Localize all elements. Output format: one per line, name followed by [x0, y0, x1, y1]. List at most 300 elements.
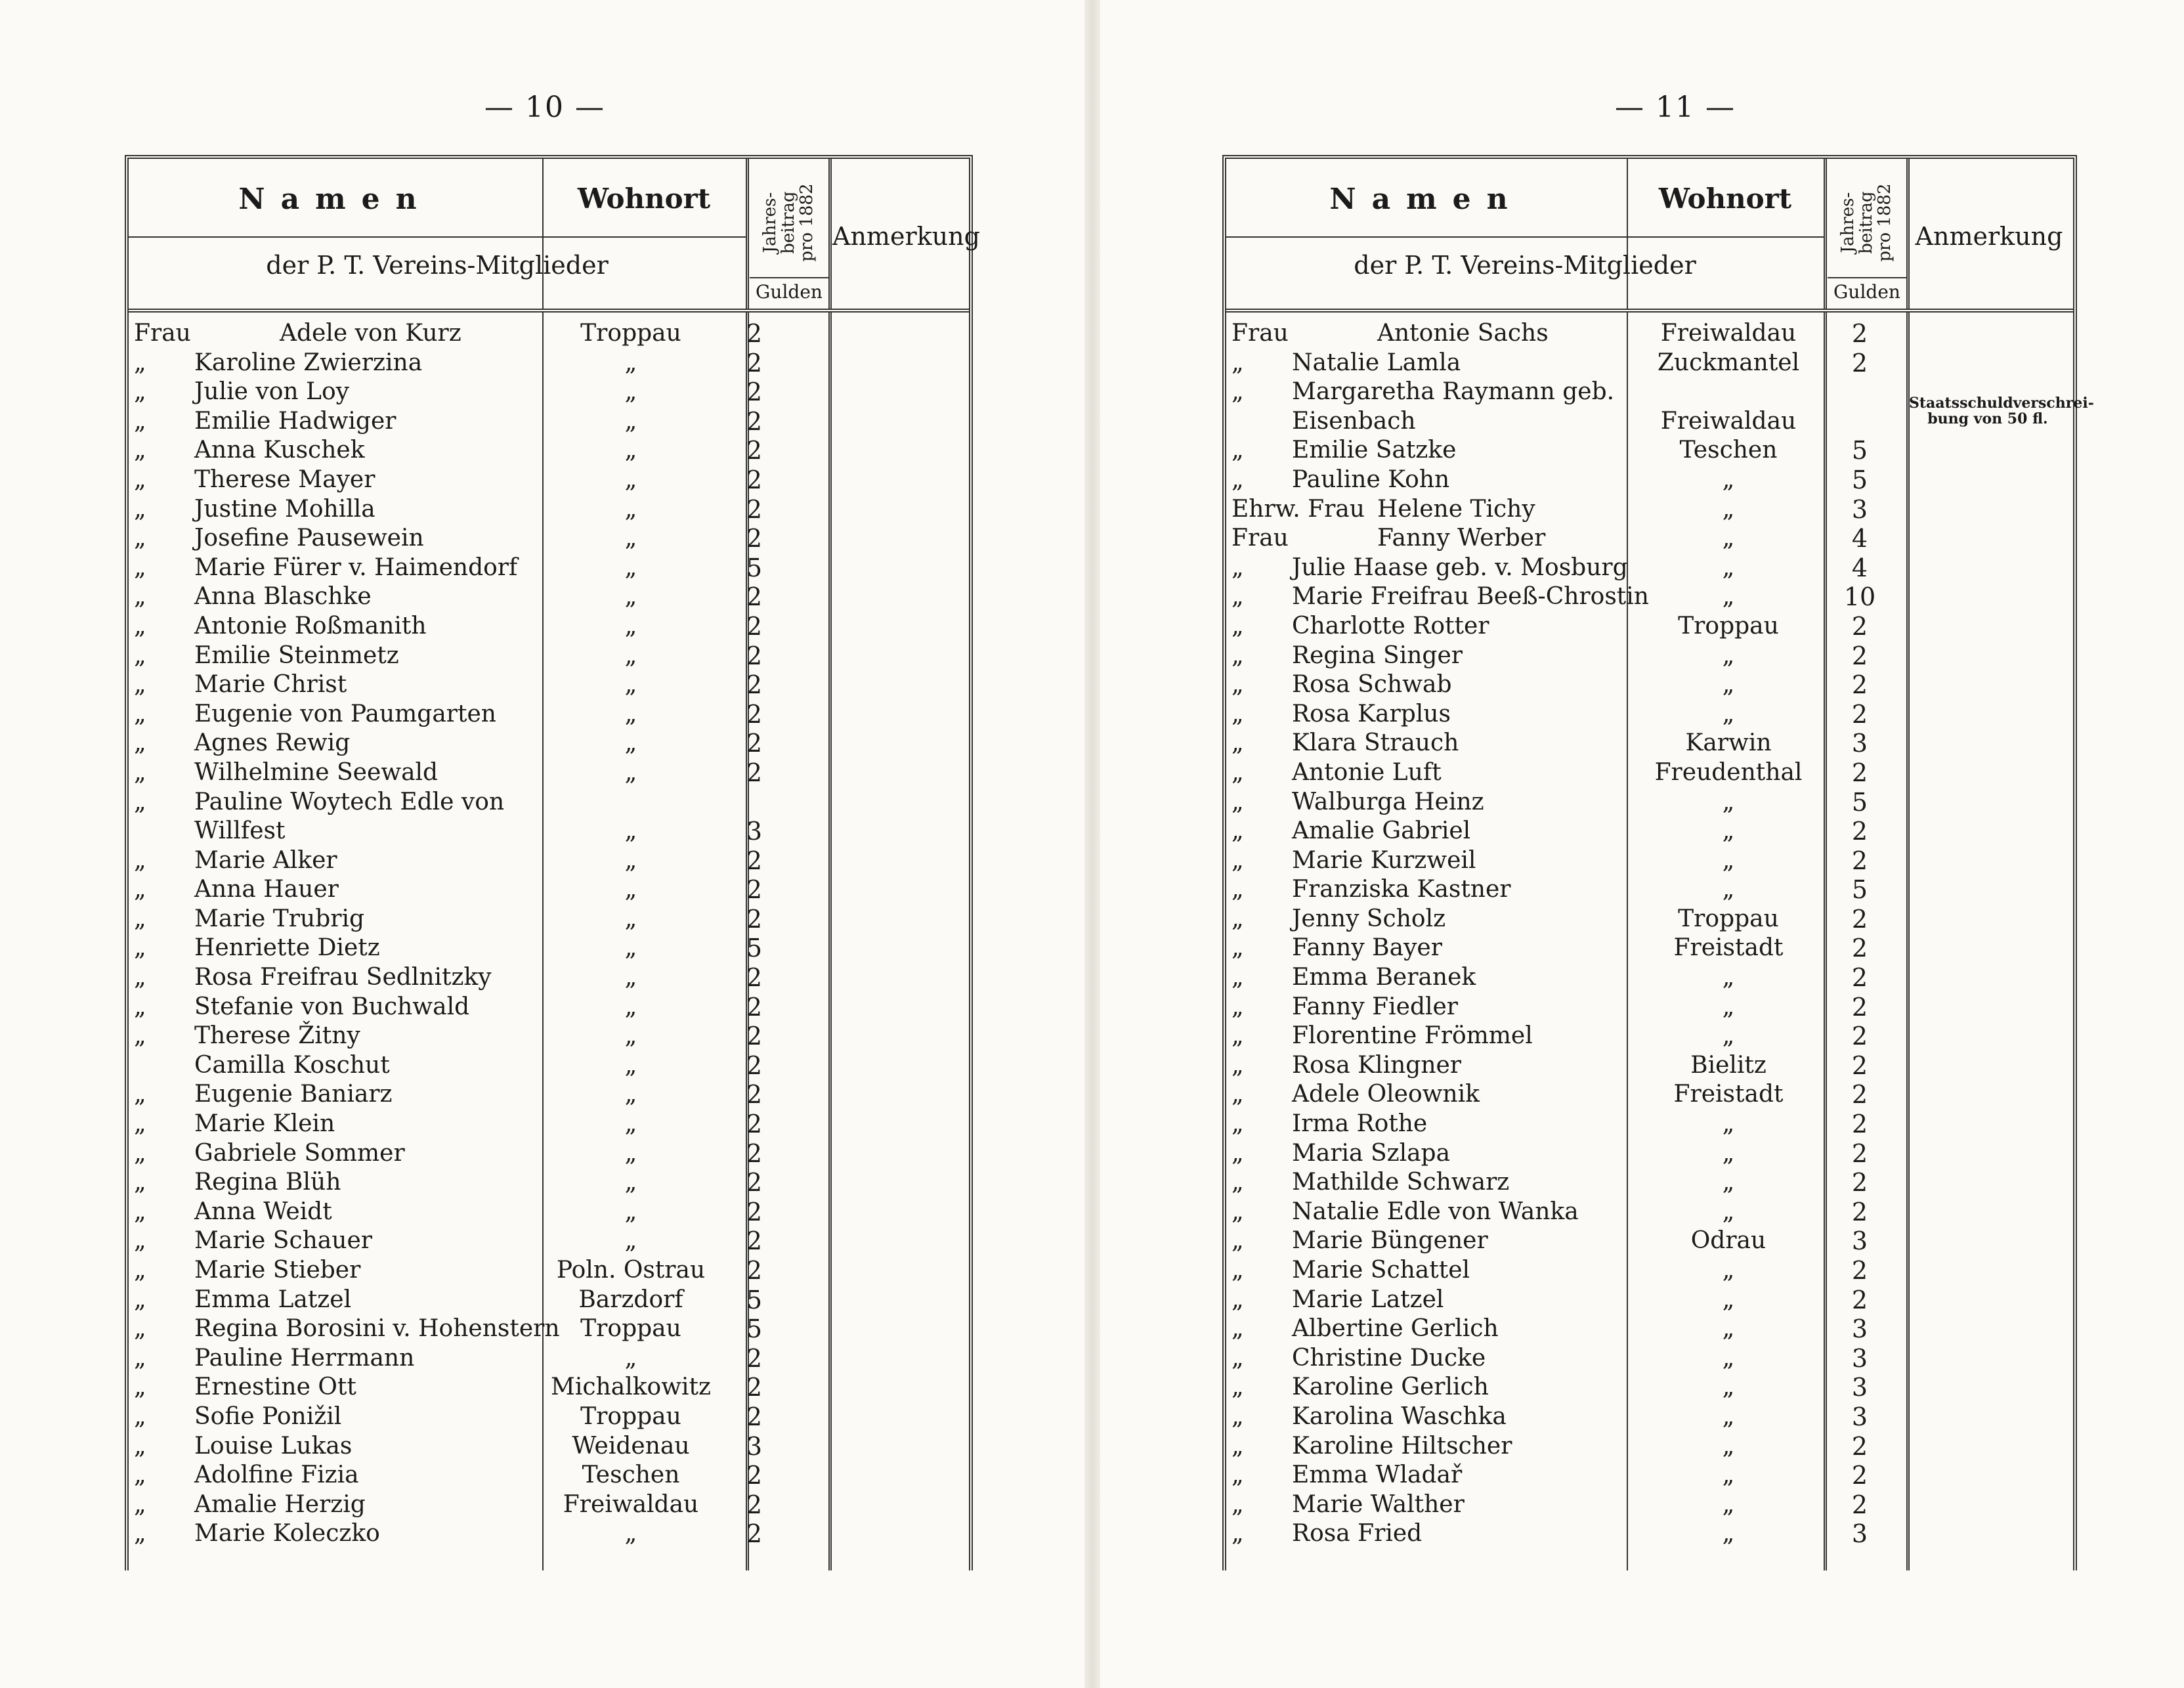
row-prefix: „	[134, 612, 146, 639]
member-contribution: 2	[1851, 670, 1868, 700]
member-residence: „	[624, 729, 637, 757]
member-name: Amalie Herzig	[194, 1490, 366, 1518]
member-contribution: 2	[746, 992, 763, 1022]
member-residence: „	[624, 1198, 637, 1225]
row-prefix: „	[1231, 465, 1244, 493]
row-prefix: Frau	[1231, 320, 1289, 347]
member-residence: „	[1722, 788, 1735, 815]
row-prefix: Ehrw. Frau	[1231, 495, 1365, 523]
header-jahresbeitrag: Jahres- beitrag pro 1882	[1838, 183, 1895, 262]
member-contribution: 3	[1851, 1314, 1868, 1344]
row-prefix: „	[134, 700, 146, 727]
member-residence: „	[1722, 1461, 1735, 1489]
member-contribution: 2	[1851, 1431, 1868, 1461]
member-contribution: 2	[746, 582, 763, 612]
table-row	[1226, 1490, 2073, 1520]
member-name: Antonie Luft	[1292, 758, 1442, 786]
member-contribution: 3	[1851, 1343, 1868, 1373]
member-residence: „	[624, 465, 637, 493]
member-residence: „	[1722, 1198, 1735, 1225]
member-contribution: 5	[746, 1314, 763, 1344]
table-row	[129, 1168, 969, 1198]
member-name: Anna Blaschke	[194, 583, 372, 611]
row-prefix: „	[1231, 934, 1244, 962]
row-prefix: „	[134, 934, 146, 962]
row-prefix: „	[134, 1520, 146, 1547]
row-prefix: „	[1231, 993, 1244, 1020]
member-residence: „	[624, 1022, 637, 1050]
member-residence: „	[1722, 1022, 1735, 1050]
member-residence: „	[624, 905, 637, 932]
row-prefix: „	[1231, 1374, 1244, 1401]
table-row	[1226, 1286, 2073, 1315]
member-residence: „	[1722, 1286, 1735, 1313]
table-row	[1226, 934, 2073, 963]
member-residence: „	[1722, 1520, 1735, 1547]
member-residence: „	[1722, 553, 1735, 581]
table-row	[129, 582, 969, 612]
member-contribution: 2	[1851, 963, 1868, 993]
row-prefix: „	[134, 1315, 146, 1343]
member-residence: Troppau	[1678, 905, 1779, 932]
member-contribution: 2	[746, 875, 763, 905]
row-prefix: „	[1231, 1022, 1244, 1050]
member-residence: „	[624, 700, 637, 727]
member-residence: Freistadt	[1673, 934, 1784, 962]
table-row	[1226, 1226, 2073, 1256]
table-row	[1226, 1051, 2073, 1081]
member-name: Emilie Satzke	[1292, 437, 1457, 464]
member-residence: „	[624, 495, 637, 523]
member-residence: „	[1722, 1257, 1735, 1284]
row-prefix: Frau	[134, 320, 191, 347]
table-row	[1226, 1373, 2073, 1402]
member-name: Regina Borosini v. Hohenstern	[194, 1315, 560, 1343]
row-prefix: „	[1231, 758, 1244, 786]
row-prefix: „	[1231, 1490, 1244, 1518]
row-prefix: „	[134, 729, 146, 757]
member-name: Therese Mayer	[194, 465, 375, 493]
row-prefix: „	[134, 437, 146, 464]
member-name: Karoline Gerlich	[1292, 1374, 1489, 1401]
table-row	[1226, 1314, 2073, 1344]
table-row	[1226, 319, 2073, 349]
member-table	[125, 155, 980, 1570]
member-contribution: 2	[746, 611, 763, 641]
member-residence: „	[624, 817, 637, 845]
row-prefix: „	[134, 1490, 146, 1518]
member-residence: „	[624, 641, 637, 669]
member-residence: „	[1722, 1139, 1735, 1167]
member-residence: Zuckmantel	[1657, 349, 1800, 376]
member-contribution: 2	[1851, 992, 1868, 1022]
member-residence: Teschen	[582, 1461, 680, 1489]
member-contribution: 2	[746, 1050, 763, 1080]
member-contribution: 2	[1851, 699, 1868, 729]
table-row	[1226, 524, 2073, 553]
member-residence: „	[1722, 1432, 1735, 1460]
member-name: Justine Mohilla	[194, 495, 375, 523]
row-prefix: „	[1231, 553, 1244, 581]
member-name: Henriette Dietz	[194, 934, 380, 962]
table-row	[1226, 758, 2073, 788]
row-prefix: „	[134, 553, 146, 581]
member-name: Albertine Gerlich	[1292, 1315, 1499, 1343]
row-prefix: „	[134, 1139, 146, 1167]
member-contribution: 2	[746, 348, 763, 378]
page-left	[0, 0, 1084, 1688]
member-name: Julie von Loy	[194, 378, 349, 406]
member-contribution: 2	[1851, 1256, 1868, 1285]
member-contribution: 5	[746, 1285, 763, 1314]
member-residence: „	[624, 1110, 637, 1138]
member-residence: „	[624, 758, 637, 786]
table-row	[1226, 993, 2073, 1022]
member-residence: „	[624, 846, 637, 874]
table-row	[129, 905, 969, 934]
table-row	[1226, 582, 2073, 612]
member-residence: „	[624, 1139, 637, 1167]
row-prefix: „	[134, 1198, 146, 1225]
member-name: Eugenie Baniarz	[194, 1081, 393, 1108]
member-contribution: 2	[746, 641, 763, 670]
member-contribution: 2	[1851, 1022, 1868, 1051]
member-name: Fanny Werber	[1377, 525, 1546, 552]
member-residence: „	[624, 964, 637, 991]
member-contribution: 2	[746, 904, 763, 934]
header-mitglieder: der P. T. Vereins-Mitglieder	[266, 251, 609, 280]
member-contribution: 2	[746, 1080, 763, 1110]
member-name: Therese Žitny	[194, 1022, 360, 1050]
member-name: Florentine Frömmel	[1292, 1022, 1533, 1050]
member-contribution: 5	[746, 934, 763, 963]
table-row	[129, 1080, 969, 1110]
member-name: Pauline Woytech Edle von	[194, 788, 505, 815]
member-name: Rosa Schwab	[1292, 671, 1452, 699]
row-prefix: „	[1231, 700, 1244, 727]
member-residence: „	[624, 993, 637, 1020]
row-prefix: „	[134, 1432, 146, 1460]
member-residence: „	[1722, 993, 1735, 1020]
row-prefix: „	[1231, 817, 1244, 845]
member-name: Louise Lukas	[194, 1432, 353, 1460]
row-prefix: „	[1231, 846, 1244, 874]
row-prefix: „	[134, 1286, 146, 1313]
member-name: Anna Weidt	[194, 1198, 332, 1225]
table-row	[1226, 1198, 2073, 1227]
member-name: Natalie Edle von Wanka	[1292, 1198, 1579, 1225]
member-contribution: 2	[1851, 1050, 1868, 1080]
row-prefix: „	[134, 407, 146, 435]
member-contribution: 2	[746, 436, 763, 465]
member-name: Jenny Scholz	[1292, 905, 1446, 932]
member-contribution: 2	[746, 524, 763, 553]
table-row	[1226, 788, 2073, 817]
member-residence: „	[624, 378, 637, 406]
member-residence: „	[1722, 525, 1735, 552]
member-contribution: 2	[1851, 904, 1868, 934]
row-prefix: „	[1231, 1110, 1244, 1138]
row-prefix: „	[134, 1257, 146, 1284]
member-residence: „	[624, 1344, 637, 1372]
table-row	[1226, 1402, 2073, 1432]
header-wohnort: Wohnort	[577, 183, 711, 215]
member-contribution: 3	[1851, 1226, 1868, 1256]
member-name: Karoline Hiltscher	[1292, 1432, 1512, 1460]
table-row	[1226, 905, 2073, 934]
member-contribution: 2	[746, 319, 763, 348]
member-name: Marie Alker	[194, 846, 337, 874]
table-row	[129, 641, 969, 671]
member-residence: „	[624, 1227, 637, 1255]
row-prefix: „	[1231, 437, 1244, 464]
member-contribution: 2	[746, 1110, 763, 1139]
table-row	[1226, 1432, 2073, 1461]
member-contribution: 3	[1851, 1402, 1868, 1431]
table-row	[129, 1198, 969, 1227]
table-row	[129, 524, 969, 553]
table-row	[129, 1286, 969, 1315]
member-residence: „	[624, 437, 637, 464]
member-name: Klara Strauch	[1292, 729, 1459, 757]
member-residence: „	[624, 934, 637, 962]
member-table	[1222, 155, 2094, 1570]
member-residence: Freudenthal	[1654, 758, 1803, 786]
member-name: Marie Freifrau Beeß-Chrostin	[1292, 583, 1649, 611]
member-contribution: 2	[1851, 758, 1868, 787]
row-prefix: „	[134, 876, 146, 903]
member-name: Adolfine Fizia	[194, 1461, 359, 1489]
table-row	[129, 495, 969, 525]
member-contribution: 2	[746, 729, 763, 758]
member-residence: „	[624, 1051, 637, 1079]
row-prefix: „	[1231, 1198, 1244, 1225]
member-contribution: 2	[1851, 1285, 1868, 1314]
member-residence: Bielitz	[1690, 1051, 1766, 1079]
row-prefix: „	[134, 846, 146, 874]
member-name: Franziska Kastner	[1292, 876, 1511, 903]
member-residence: Barzdorf	[578, 1286, 683, 1313]
member-contribution: 2	[746, 1138, 763, 1168]
member-contribution: 2	[746, 494, 763, 524]
table-row	[1226, 349, 2073, 378]
member-name: Josefine Pausewein	[194, 525, 424, 552]
member-contribution: 2	[746, 1519, 763, 1549]
row-prefix: „	[1231, 1520, 1244, 1547]
member-residence: „	[1722, 964, 1735, 991]
table-row	[1226, 875, 2073, 905]
member-residence: „	[1722, 817, 1735, 845]
row-prefix: „	[1231, 729, 1244, 757]
member-residence: „	[1722, 1374, 1735, 1401]
table-row	[1226, 1080, 2073, 1110]
member-name: Marie Latzel	[1292, 1286, 1444, 1313]
member-residence: „	[1722, 876, 1735, 903]
table-row	[1226, 846, 2073, 876]
table-row	[1226, 1256, 2073, 1286]
table-row	[1226, 553, 2073, 583]
member-residence: „	[1722, 583, 1735, 611]
table-row	[1226, 394, 2094, 437]
table-row	[1226, 612, 2073, 641]
book-gutter	[1084, 0, 1100, 1688]
table-row	[129, 1344, 969, 1374]
table-row	[1226, 729, 2073, 758]
member-contribution: 3	[1851, 1519, 1868, 1549]
row-prefix: „	[134, 1374, 146, 1401]
member-name: Eugenie von Paumgarten	[194, 700, 496, 727]
row-prefix: „	[134, 758, 146, 786]
member-contribution: 2	[1851, 1110, 1868, 1139]
row-prefix: „	[134, 641, 146, 669]
member-contribution: 2	[1851, 1197, 1868, 1226]
member-contribution: 4	[1851, 524, 1868, 553]
member-contribution: 2	[746, 1226, 763, 1256]
table-row	[1226, 963, 2073, 993]
header-anmerkung: Anmerkung	[832, 222, 980, 251]
table-row	[129, 758, 969, 788]
row-prefix: Frau	[1231, 525, 1289, 552]
table-row	[1226, 1110, 2073, 1139]
member-contribution: 2	[746, 406, 763, 436]
member-contribution: 3	[1851, 1373, 1868, 1402]
row-prefix: „	[1231, 378, 1244, 406]
table-row	[129, 1051, 969, 1081]
member-residence: „	[1722, 495, 1735, 523]
table-row	[129, 963, 969, 993]
member-residence: Freiwaldau	[563, 1490, 699, 1518]
row-prefix: „	[1231, 1139, 1244, 1167]
member-name: Adele von Kurz	[280, 320, 461, 347]
member-name: Marie Büngener	[1292, 1227, 1488, 1255]
member-name: Marie Stieber	[194, 1257, 361, 1284]
table-row	[129, 1110, 969, 1139]
member-contribution: 2	[746, 1256, 763, 1285]
member-name: Amalie Gabriel	[1292, 817, 1471, 845]
member-name: Marie Klein	[194, 1110, 335, 1138]
table-row	[1226, 436, 2073, 465]
member-residence: Troppau	[580, 320, 681, 347]
page-right	[1100, 0, 2184, 1688]
table-row	[129, 875, 969, 905]
member-residence: Freiwaldau	[1660, 320, 1797, 347]
row-prefix: „	[1231, 1315, 1244, 1343]
table-row	[129, 1226, 969, 1256]
member-name: Anna Kuschek	[194, 437, 365, 464]
member-name: Pauline Herrmann	[194, 1344, 415, 1372]
row-prefix: „	[1231, 1461, 1244, 1489]
member-name: Marie Schauer	[194, 1227, 372, 1255]
row-prefix: „	[1231, 1169, 1244, 1196]
member-contribution: 5	[1851, 875, 1868, 905]
member-contribution: 2	[746, 1168, 763, 1198]
member-contribution: 3	[1851, 494, 1868, 524]
member-contribution: 2	[746, 1490, 763, 1519]
member-residence: „	[1722, 1315, 1735, 1343]
member-contribution: 5	[1851, 465, 1868, 494]
member-name: Marie Christ	[194, 671, 347, 699]
member-name: Helene Tichy	[1377, 495, 1535, 523]
member-name: Emma Latzel	[194, 1286, 352, 1313]
member-contribution: 2	[746, 1402, 763, 1431]
member-contribution: 2	[746, 963, 763, 993]
table-row	[129, 1256, 969, 1286]
member-name: Antonie Sachs	[1377, 320, 1549, 347]
table-header	[1226, 159, 2073, 313]
table-row	[129, 993, 969, 1022]
member-residence: „	[624, 612, 637, 639]
member-name: Emma Beranek	[1292, 964, 1476, 991]
member-name: Marie Trubrig	[194, 905, 365, 932]
member-residence: Freiwaldau	[1660, 407, 1797, 435]
member-name: Emma Wladař	[1292, 1461, 1463, 1489]
row-prefix: „	[134, 495, 146, 523]
table-row	[129, 1373, 969, 1402]
header-namen: Namen	[238, 183, 433, 216]
header-gulden: Gulden	[1833, 281, 1900, 303]
row-prefix: „	[134, 378, 146, 406]
row-prefix: „	[1231, 583, 1244, 611]
member-residence: „	[1722, 1344, 1735, 1372]
member-contribution: 2	[1851, 817, 1868, 846]
member-name: Julie Haase geb. v. Mosburg	[1292, 553, 1628, 581]
row-prefix: „	[134, 349, 146, 376]
member-residence: „	[624, 583, 637, 611]
table-row	[129, 1402, 969, 1432]
member-name: Margaretha Raymann geb.	[1292, 378, 1615, 406]
row-prefix: „	[134, 1402, 146, 1430]
row-prefix: „	[134, 1344, 146, 1372]
member-contribution: 2	[1851, 846, 1868, 875]
member-name: Antonie Roßmanith	[194, 612, 427, 639]
member-contribution: 2	[1851, 1461, 1868, 1490]
member-residence: Troppau	[580, 1402, 681, 1430]
table-row	[129, 1490, 969, 1520]
member-name: Mathilde Schwarz	[1292, 1169, 1510, 1196]
member-contribution: 4	[1851, 553, 1868, 582]
table-row	[1226, 495, 2073, 525]
table-header	[129, 159, 980, 313]
member-contribution: 2	[1851, 1168, 1868, 1198]
table-row	[129, 700, 969, 729]
member-residence: „	[624, 1081, 637, 1108]
table-row	[129, 1022, 969, 1051]
row-prefix: „	[1231, 1051, 1244, 1079]
member-name: Irma Rothe	[1292, 1110, 1428, 1138]
member-name: Maria Szlapa	[1292, 1139, 1451, 1167]
member-residence: Troppau	[580, 1315, 681, 1343]
member-name: Camilla Koschut	[194, 1051, 390, 1079]
member-residence: Poln. Ostrau	[556, 1257, 706, 1284]
table-row	[1226, 1022, 2073, 1051]
member-residence: „	[1722, 846, 1735, 874]
row-prefix: „	[134, 1022, 146, 1050]
member-residence: „	[624, 1520, 637, 1547]
table-row	[1226, 670, 2073, 700]
member-contribution: 2	[1851, 348, 1868, 378]
member-rows	[1226, 313, 2094, 1549]
table-row	[129, 788, 969, 817]
member-residence: Freistadt	[1673, 1081, 1784, 1108]
member-contribution: 5	[1851, 436, 1868, 465]
member-contribution: 3	[746, 1431, 763, 1461]
header-anmerkung: Anmerkung	[1915, 222, 2063, 251]
table-row	[1226, 641, 2073, 671]
row-prefix: „	[134, 1110, 146, 1138]
member-name: Anna Hauer	[194, 876, 339, 903]
member-residence: „	[1722, 700, 1735, 727]
table-row	[129, 436, 969, 465]
